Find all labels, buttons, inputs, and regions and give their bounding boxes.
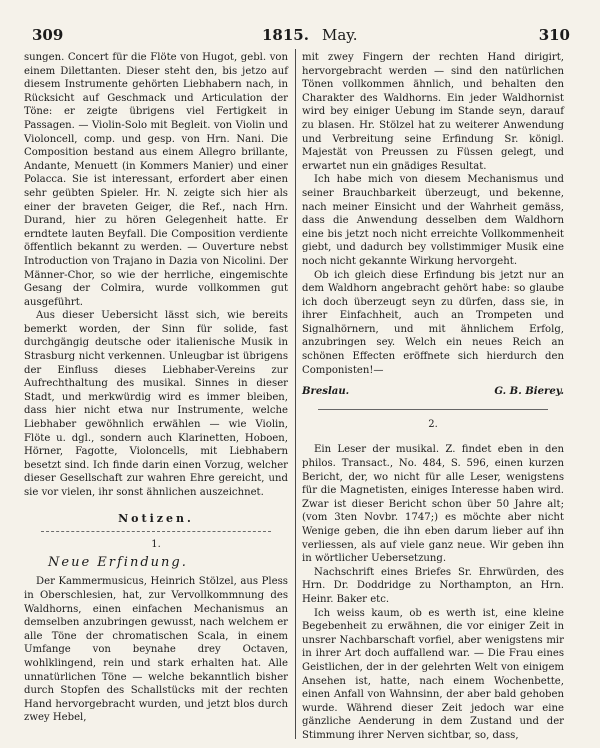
right-paragraph-1: mit zwey Fingern der rechten Hand dirigirt, hervorgebracht werden — sind den natürlichen Tönen vollkommen ähnlich, und behalten den Charakter des Waldhorns. Ein jeder Waldhornist wird bey einiger Uebung im Stande seyn, darauf zu blasen. Hr. Stölzel hat zu weiterer Anwendung und Verbreitung seine Erfindung Sr. königl. Majestät von Preussen zu Füssen gelegt, und erwartet nun ein gnädiges Resultat. bbox=[302, 52, 564, 172]
column-divider bbox=[295, 49, 296, 739]
right-paragraph-4: Ein Leser der musikal. Z. findet eben in den philos. Transact., No. 484, S. 596, einen kurzen Bericht, der, wo nicht für alle Leser, wenigstens für die Magnetisten, einiges Interesse haben wird. Zwar ist dieser Bericht schon über 50 Jahre alt; (vom 3ten Novbr. 1747;) es möchte aber nicht Wenige geben, die ihn eben darum lieber auf ihn verliessen, als auf viele ganz neue. Wir geben ihn in wörtlicher Uebersetzung. bbox=[302, 444, 564, 565]
notizen-rule bbox=[41, 531, 271, 532]
left-paragraph-2: Aus dieser Uebersicht lässt sich, wie bereits bemerkt worden, der Sinn für solide, fast durchgängig deutsche oder italienische Musik in Strasburg nicht verkennen. Unleugbar ist übrigens der Einfluss dieses Liebhaber-Vereins zur Aufrechthaltung des musikal. Sinnes in dieser Stadt, und merkwürdig wird es immer bleiben, dass hier nicht etwa nur Instrumente, welche Liebhaber gewöhnlich erwählen — wie Violin, Flöte u. dgl., sondern auch Klarinetten, Hoboen, Hörner, Fagotte, Violoncells, mit Liebhabern besetzt sind. Ich finde darin einen Vorzug, welcher dieser Gesellschaft zur wahren Ehre gereicht, und sie vor vielen, ihr sonst ähnlichen auszeichnet. bbox=[24, 310, 288, 498]
spacer bbox=[302, 433, 564, 443]
left-column bbox=[24, 51, 288, 725]
section-rule bbox=[318, 409, 548, 410]
page-header bbox=[22, 26, 578, 46]
section-number-2: 2. bbox=[428, 418, 438, 430]
signature-line bbox=[302, 385, 564, 399]
section-title: Neue Erfindung. bbox=[48, 554, 188, 570]
notizen-heading: Notizen. bbox=[118, 511, 194, 525]
signature: G. B. Bierey. bbox=[494, 386, 564, 398]
right-page-number: 310 bbox=[538, 26, 570, 44]
place: Breslau. bbox=[302, 386, 350, 398]
right-column bbox=[302, 51, 564, 743]
left-paragraph-3: Der Kammermusicus, Heinrich Stölzel, aus Pless in Oberschlesien, hat, zur Vervollkommnung des Waldhorns, einen einfachen Mechanismus an demselben anzubringen gewusst, nach welchem er alle Töne der chromatischen Scala, in einem Umfange von beynahe drey Octaven, wohlklingend, rein und stark erhalten hat. Alle unnatürlichen Töne — welche bekanntlich bisher durch Stopfen des Schallstücks mit der rechten Hand hervorgebracht wurden, und jetzt blos durch zwey Hebel, bbox=[24, 576, 288, 724]
section-number-1: 1. bbox=[151, 539, 161, 551]
right-paragraph-2: Ich habe mich von diesem Mechanismus und seiner Brauchbarkeit überzeugt, und bekenne, nach meiner Einsicht und der Wahrheit gemäss, dass die Anwendung desselben dem Waldhorn eine bis jetzt noch nicht erreichte Vollkommenheit giebt, und dadurch bey vollstimmiger Musik eine noch nicht gekannte Wirkung hervorgeht. bbox=[302, 174, 564, 267]
year: 1815. bbox=[262, 26, 309, 44]
left-page-number: 309 bbox=[32, 26, 64, 44]
right-paragraph-6: Ich weiss kaum, ob es werth ist, eine kleine Begebenheit zu erwähnen, die vor einiger Zeit in unsrer Nachbarschaft vorfiel, aber wenigstens mir in ihrer Art doch auffallend war. — Die Frau eines Geistlichen, der in der gelehrten Welt von einigem Ansehen ist, hatte, nach einem Wochenbette, einen Anfall von Wahnsinn, der aber bald gehoben wurde. Während dieser Zeit jedoch war eine gänzliche Aenderung in dem Zustand und der Stimmung ihrer Nerven sichtbar, so, dass, bbox=[302, 607, 564, 741]
right-paragraph-5: Nachschrift eines Briefes Sr. Ehrwürden, des Hrn. Dr. Doddridge zu Northampton, an Hrn. Heinr. Baker etc. bbox=[302, 566, 564, 605]
left-paragraph-1: sungen. Concert für die Flöte von Hugot, gebl. von einem Dilettanten. Dieser steht den, bis jetzo auf diesem Instrumente gehörten Liebhabern nach, in Rücksicht auf Geschmack und Articulation der Töne: er zeigte übrigens viel Fertigkeit in Passagen. — Violin-Solo mit Begleit. von Violin und Violoncell, comp. und gesp. von Hrn. Nani. Die Composition bestand aus einem Allegro brillante, Andante, Menuett (in Kommers Manier) und einer Polacca. Sie ist interessant, erfordert aber einen sehr geübten Spieler. Hr. N. zeigte sich hier als einer der braveten Geiger, die Ref., nach Hrn. Durand, hier zu hören Gelegenheit hatte. Er erndtete lauten Beyfall. Die Composition verdiente öffentlich bekannt zu werden. — Ouverture nebst Introduction von Trajano in Dazia von Nicolini. Der Männer-Chor, so wie der herrliche, eingemischte Gesang der Colmira, wurde vollkommen gut ausgeführt. bbox=[24, 52, 288, 308]
month: May. bbox=[322, 26, 358, 44]
right-paragraph-3: Ob ich gleich diese Erfindung bis jetzt nur an dem Waldhorn angebracht gehört habe: so glaube ich doch überzeugt seyn zu dürfen, dass sie, in ihrer Einfachheit, auch an Trompeten und Signalhörnern, und mit ähnlichem Erfolg, anzubringen sey. Welch ein neues Reich an schönen Effecten eröffnete sich hierdurch den Componisten!— bbox=[302, 269, 564, 376]
